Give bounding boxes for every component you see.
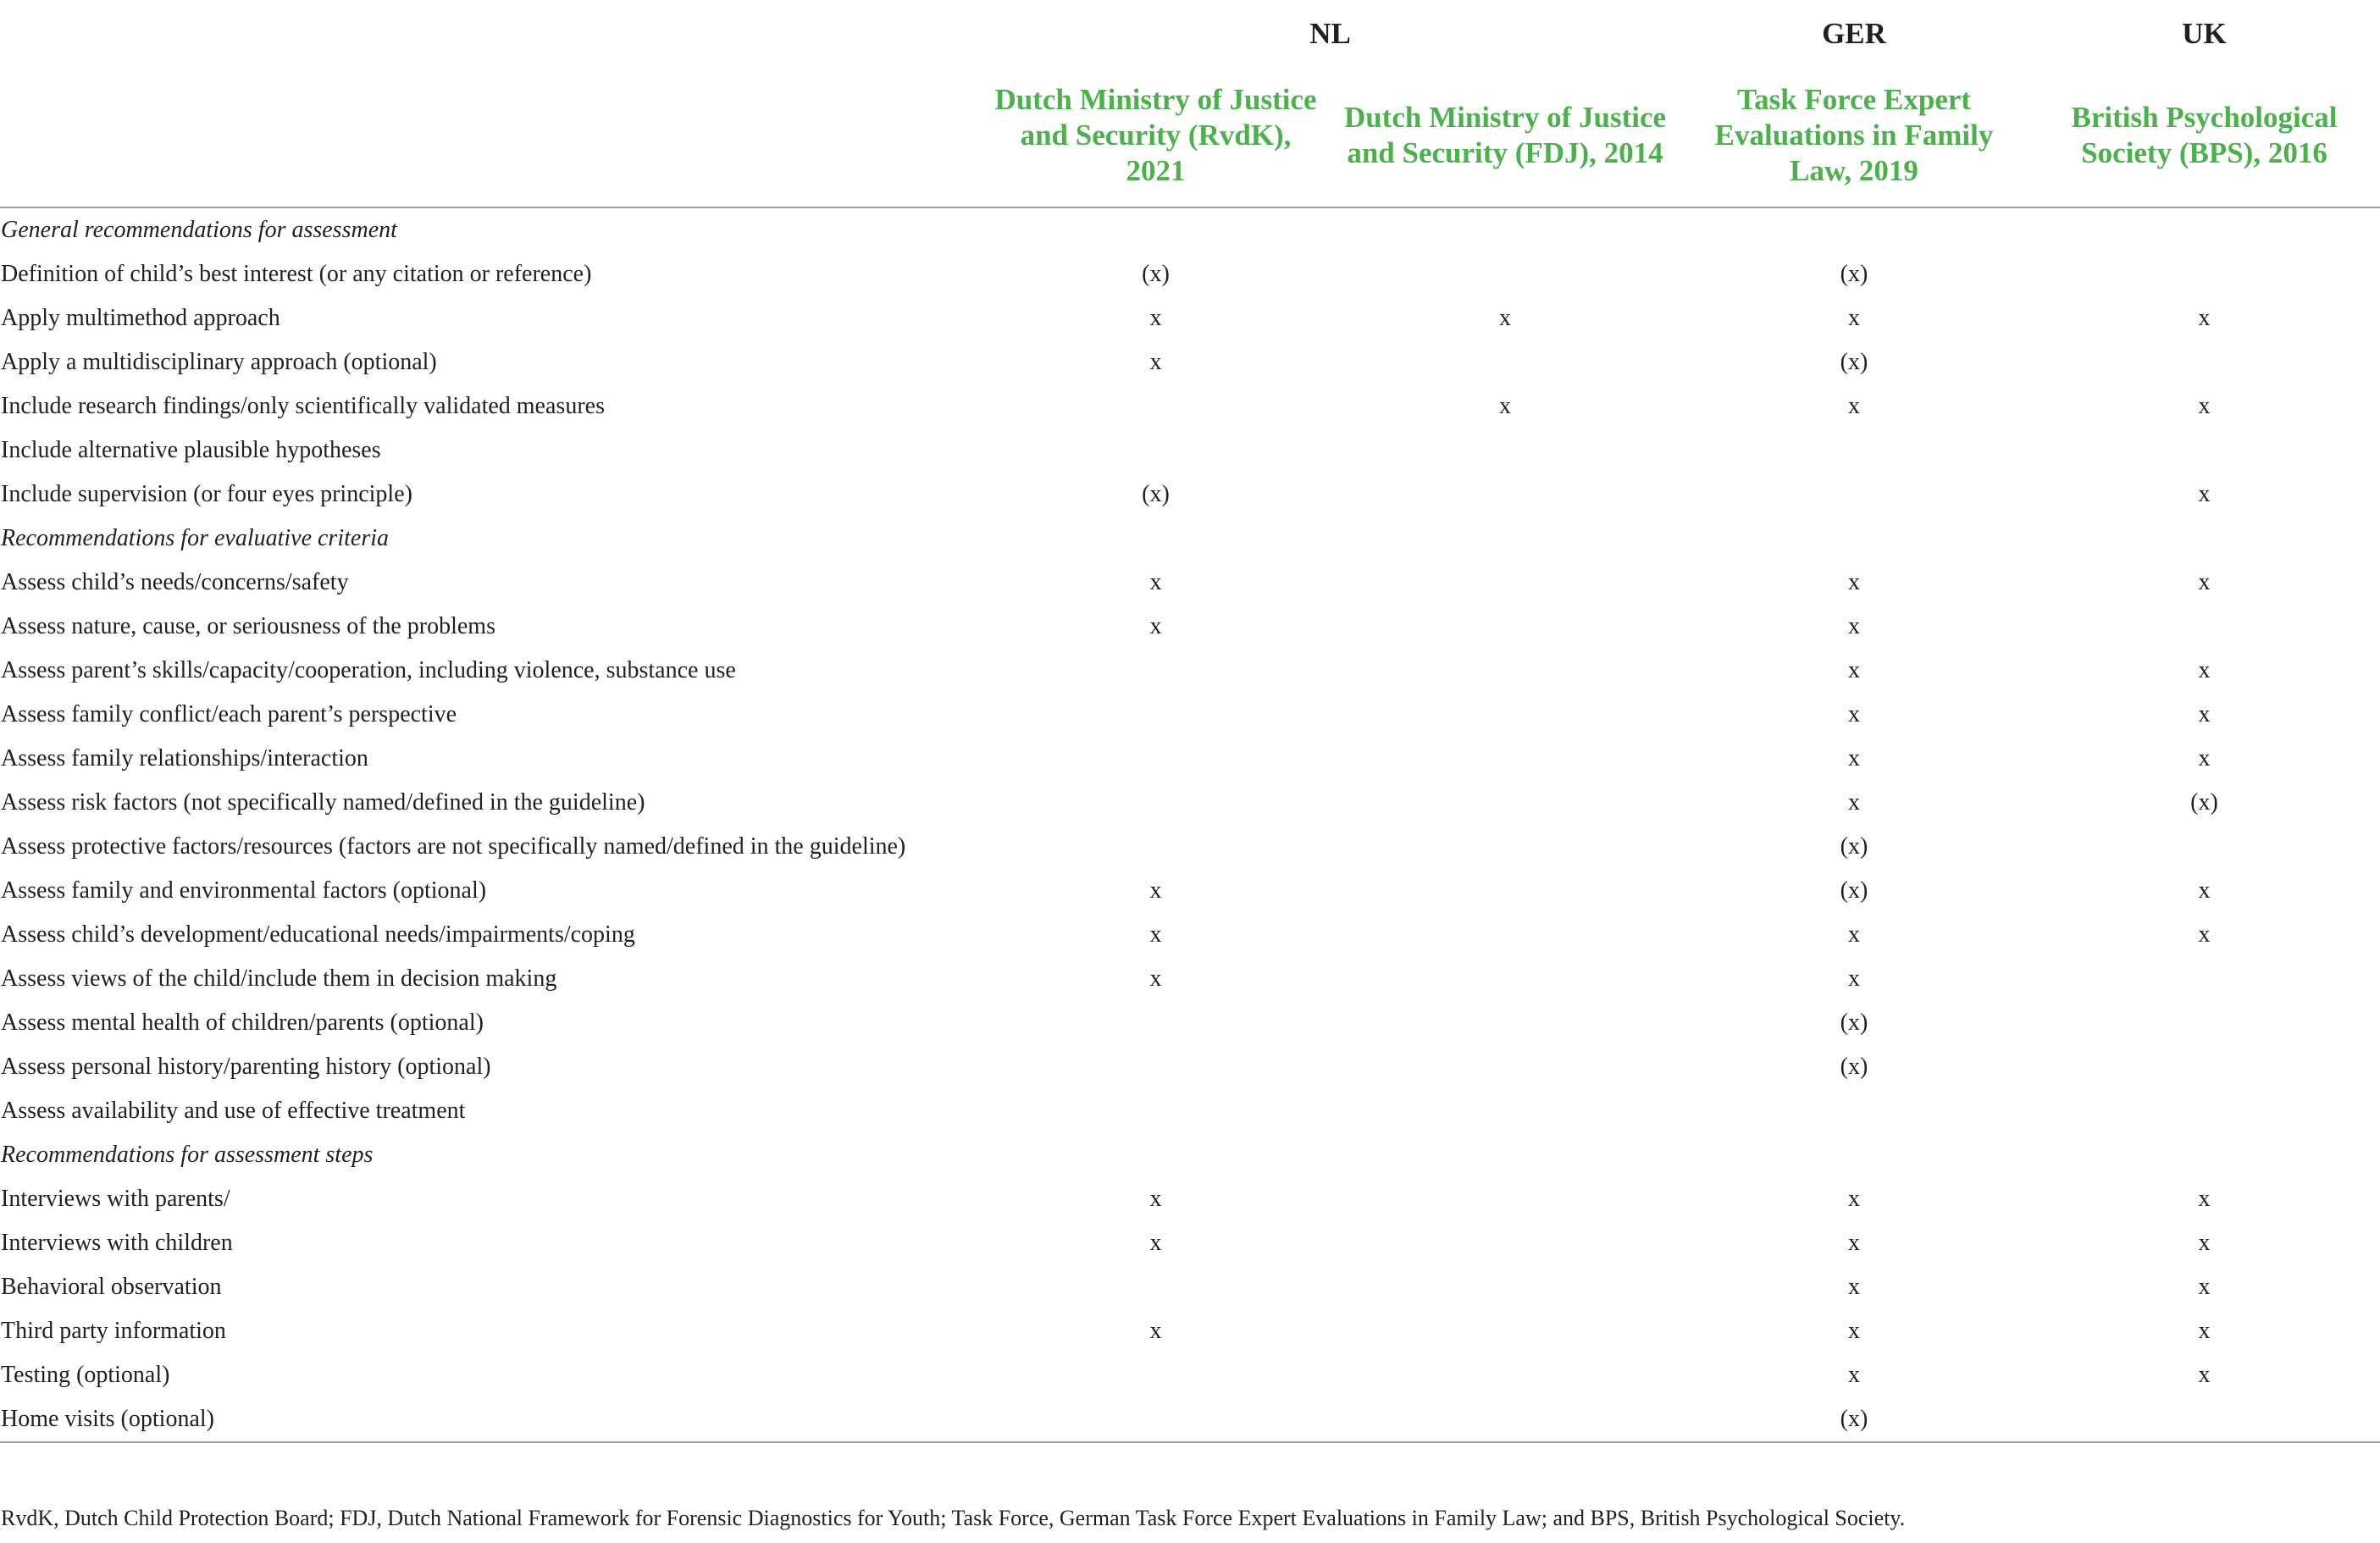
row-label: Behavioral observation	[1, 1274, 222, 1300]
mark-cell-fdj	[1331, 1221, 1680, 1265]
section-row	[0, 1133, 2380, 1177]
mark-cell-bps	[2029, 1133, 2380, 1177]
table-header	[0, 0, 2380, 207]
table-row	[0, 781, 2380, 825]
mark-cell-task-force: (x)	[1680, 1397, 2029, 1442]
row-label: Definition of child’s best interest (or any citation or reference)	[1, 261, 592, 287]
table-row	[0, 384, 2380, 429]
mark-cell-rvdk: (x)	[1142, 481, 1170, 507]
row-label: Include supervision (or four eyes principle)	[1, 481, 412, 507]
mark-cell-task-force	[1680, 1133, 2029, 1177]
mark-cell-fdj	[1331, 1353, 1680, 1397]
mark-cell-task-force: x	[1848, 1230, 1860, 1256]
mark-cell-task-force: x	[1848, 1318, 1860, 1344]
mark-cell-fdj	[1331, 1045, 1680, 1089]
mark-cell-fdj	[1331, 1177, 1680, 1221]
source-header-task-force: Task Force Expert Evaluations in Family Law, 2019	[1680, 68, 2029, 207]
mark-cell-task-force: x	[1848, 569, 1860, 595]
mark-cell-bps: x	[2198, 569, 2211, 595]
country-header-nl: NL	[1309, 17, 1351, 50]
mark-cell-bps: x	[2198, 1186, 2211, 1212]
mark-cell-bps: x	[2198, 745, 2211, 772]
row-label: Assess parent’s skills/capacity/cooperation, including violence, substance use	[1, 657, 736, 683]
mark-cell-fdj	[1331, 781, 1680, 825]
mark-cell-rvdk: x	[1149, 569, 1162, 595]
mark-cell-rvdk	[981, 1001, 1331, 1045]
mark-cell-fdj	[1331, 1001, 1680, 1045]
table-row	[0, 1221, 2380, 1265]
mark-cell-fdj	[1331, 1309, 1680, 1353]
mark-cell-fdj	[1331, 737, 1680, 781]
table-row	[0, 1001, 2380, 1045]
row-label: Testing (optional)	[1, 1362, 170, 1388]
mark-cell-bps: x	[2198, 921, 2211, 948]
mark-cell-bps: x	[2198, 393, 2211, 419]
mark-cell-task-force	[1680, 517, 2029, 561]
mark-cell-task-force: x	[1848, 1362, 1860, 1388]
mark-cell-bps: x	[2198, 305, 2211, 331]
row-label: Home visits (optional)	[0, 1397, 981, 1442]
mark-cell-bps	[2029, 517, 2380, 561]
mark-cell-rvdk: x	[1149, 1186, 1162, 1212]
mark-cell-fdj	[1331, 207, 1680, 252]
row-label: Include alternative plausible hypotheses	[1, 437, 381, 463]
mark-cell-rvdk	[981, 1045, 1331, 1089]
table-row	[0, 340, 2380, 384]
mark-cell-bps	[2029, 252, 2380, 296]
country-header-blank	[0, 0, 981, 68]
mark-cell-fdj	[1331, 473, 1680, 517]
row-label: Assess family and environmental factors (optional)	[1, 877, 487, 904]
section-row	[0, 207, 2380, 252]
mark-cell-bps	[2029, 1045, 2380, 1089]
mark-cell-bps	[2029, 825, 2380, 869]
mark-cell-bps	[2029, 1089, 2380, 1133]
table-row	[0, 1353, 2380, 1397]
table-row	[0, 825, 2380, 869]
row-label: Assess child’s development/educational needs/impairments/coping	[1, 921, 635, 948]
row-label: Include research findings/only scientifically validated measures	[1, 393, 605, 419]
table-row	[0, 957, 2380, 1001]
row-label: Third party information	[1, 1318, 226, 1344]
table-row	[0, 1045, 2380, 1089]
mark-cell-rvdk: x	[1149, 1318, 1162, 1344]
mark-cell-rvdk: x	[1149, 1230, 1162, 1256]
section-heading: Recommendations for evaluative criteria	[1, 525, 389, 551]
mark-cell-fdj: x	[1499, 305, 1511, 331]
mark-cell-fdj	[1331, 693, 1680, 737]
mark-cell-rvdk	[981, 825, 1331, 869]
table-row	[0, 1265, 2380, 1309]
mark-cell-fdj	[1331, 1265, 1680, 1309]
row-label: Assess availability and use of effective treatment	[1, 1098, 466, 1124]
table-body	[0, 207, 2380, 1442]
table-row	[0, 252, 2380, 296]
mark-cell-task-force: (x)	[1840, 349, 1868, 375]
country-header-uk: UK	[2182, 17, 2227, 50]
table-row	[0, 913, 2380, 957]
mark-cell-fdj: x	[1499, 393, 1511, 419]
source-header-rvdk: Dutch Ministry of Justice and Security (RvdK), 2021	[981, 68, 1331, 207]
mark-cell-fdj	[1331, 340, 1680, 384]
mark-cell-bps: (x)	[2190, 789, 2218, 816]
mark-cell-fdj	[1331, 517, 1680, 561]
mark-cell-rvdk	[981, 1133, 1331, 1177]
mark-cell-task-force: (x)	[1840, 877, 1868, 904]
mark-cell-rvdk: x	[1149, 349, 1162, 375]
mark-cell-bps	[2029, 429, 2380, 473]
mark-cell-task-force: (x)	[1840, 833, 1868, 860]
row-label: Assess nature, cause, or seriousness of the problems	[1, 613, 495, 639]
mark-cell-fdj	[1331, 561, 1680, 605]
mark-cell-rvdk: x	[1149, 613, 1162, 639]
table-row	[0, 473, 2380, 517]
mark-cell-fdj	[1331, 1397, 1680, 1442]
mark-cell-task-force: x	[1848, 921, 1860, 948]
mark-cell-task-force: (x)	[1840, 1009, 1868, 1036]
mark-cell-fdj	[1331, 913, 1680, 957]
table-row	[0, 561, 2380, 605]
mark-cell-rvdk	[981, 737, 1331, 781]
mark-cell-rvdk	[981, 429, 1331, 473]
mark-cell-task-force: (x)	[1840, 1054, 1868, 1080]
country-header-row	[0, 0, 2380, 68]
mark-cell-bps: x	[2198, 1274, 2211, 1300]
mark-cell-bps	[2029, 1397, 2380, 1442]
row-label: Assess mental health of children/parents (optional)	[1, 1009, 484, 1036]
mark-cell-task-force: (x)	[1840, 261, 1868, 287]
mark-cell-task-force	[1680, 1089, 2029, 1133]
mark-cell-rvdk	[981, 1397, 1331, 1442]
mark-cell-rvdk: x	[1149, 305, 1162, 331]
section-heading: Recommendations for assessment steps	[1, 1142, 374, 1168]
mark-cell-task-force	[1680, 207, 2029, 252]
row-label: Interviews with parents/	[1, 1186, 230, 1212]
mark-cell-task-force: x	[1848, 1186, 1860, 1212]
mark-cell-bps: x	[2198, 877, 2211, 904]
mark-cell-bps: x	[2198, 1362, 2211, 1388]
mark-cell-fdj	[1331, 1089, 1680, 1133]
mark-cell-rvdk: x	[1149, 965, 1162, 992]
mark-cell-fdj	[1331, 605, 1680, 649]
mark-cell-bps	[2029, 957, 2380, 1001]
mark-cell-rvdk	[981, 1265, 1331, 1309]
mark-cell-bps: x	[2198, 1318, 2211, 1344]
mark-cell-bps	[2029, 1001, 2380, 1045]
mark-cell-task-force: x	[1848, 305, 1860, 331]
mark-cell-task-force: x	[1848, 1274, 1860, 1300]
mark-cell-bps	[2029, 340, 2380, 384]
mark-cell-rvdk	[981, 1089, 1331, 1133]
table-row	[0, 1397, 2380, 1442]
mark-cell-bps	[2029, 207, 2380, 252]
section-heading: General recommendations for assessment	[1, 217, 397, 243]
mark-cell-task-force: x	[1848, 789, 1860, 816]
mark-cell-task-force: x	[1848, 745, 1860, 772]
mark-cell-fdj	[1331, 825, 1680, 869]
table-row	[0, 1177, 2380, 1221]
mark-cell-fdj	[1331, 1133, 1680, 1177]
table-footnote: RvdK, Dutch Child Protection Board; FDJ, Dutch National Framework for Forensic Diagnostics for Youth; Task Force, German Task Force Expert Evaluations in Family Law; and BPS, British Psychological Society.	[1, 1506, 1906, 1530]
mark-cell-fdj	[1331, 869, 1680, 913]
table-row	[0, 1089, 2380, 1133]
mark-cell-bps: x	[2198, 481, 2211, 507]
mark-cell-rvdk: x	[1149, 877, 1162, 904]
mark-cell-bps: x	[2198, 657, 2211, 683]
mark-cell-rvdk	[981, 649, 1331, 693]
row-label: Apply multimethod approach	[1, 305, 280, 331]
mark-cell-fdj	[1331, 429, 1680, 473]
mark-cell-rvdk: (x)	[1142, 261, 1170, 287]
table-row	[0, 737, 2380, 781]
mark-cell-task-force: x	[1848, 613, 1860, 639]
country-header-ger: GER	[1822, 17, 1886, 50]
mark-cell-rvdk	[981, 207, 1331, 252]
row-label: Interviews with children	[1, 1230, 233, 1256]
mark-cell-task-force: x	[1848, 657, 1860, 683]
table-row	[0, 605, 2380, 649]
mark-cell-rvdk	[981, 384, 1331, 429]
mark-cell-rvdk	[981, 517, 1331, 561]
mark-cell-task-force: x	[1848, 701, 1860, 727]
table-row	[0, 649, 2380, 693]
mark-cell-rvdk	[981, 1353, 1331, 1397]
row-label: Assess family relationships/interaction	[1, 745, 368, 772]
row-label: Assess child’s needs/concerns/safety	[1, 569, 349, 595]
mark-cell-task-force	[1680, 429, 2029, 473]
mark-cell-rvdk	[981, 693, 1331, 737]
section-row	[0, 517, 2380, 561]
row-label: Assess risk factors (not specifically named/defined in the guideline)	[1, 789, 645, 816]
mark-cell-fdj	[1331, 649, 1680, 693]
row-label: Assess personal history/parenting history (optional)	[1, 1054, 491, 1080]
row-label: Assess views of the child/include them in decision making	[1, 965, 557, 992]
mark-cell-fdj	[1331, 252, 1680, 296]
table-row	[0, 429, 2380, 473]
source-header-blank	[0, 68, 981, 207]
row-label: Assess family conflict/each parent’s perspective	[1, 701, 457, 727]
table-row	[0, 1309, 2380, 1353]
row-label: Assess protective factors/resources (factors are not specifically named/defined in the guideline)	[1, 833, 906, 860]
mark-cell-rvdk: x	[1149, 921, 1162, 948]
mark-cell-bps: x	[2198, 701, 2211, 727]
table-row	[0, 296, 2380, 340]
mark-cell-task-force: x	[1848, 965, 1860, 992]
mark-cell-task-force	[1680, 473, 2029, 517]
table-row	[0, 693, 2380, 737]
mark-cell-bps	[2029, 605, 2380, 649]
mark-cell-fdj	[1331, 957, 1680, 1001]
mark-cell-task-force: x	[1848, 393, 1860, 419]
mark-cell-bps: x	[2198, 1230, 2211, 1256]
table-row	[0, 869, 2380, 913]
row-label: Apply a multidisciplinary approach (optional)	[1, 349, 437, 375]
source-header-bps: British Psychological Society (BPS), 2016	[2029, 68, 2380, 207]
source-header-row	[0, 68, 2380, 207]
source-header-fdj: Dutch Ministry of Justice and Security (FDJ), 2014	[1331, 68, 1680, 207]
mark-cell-rvdk	[981, 781, 1331, 825]
